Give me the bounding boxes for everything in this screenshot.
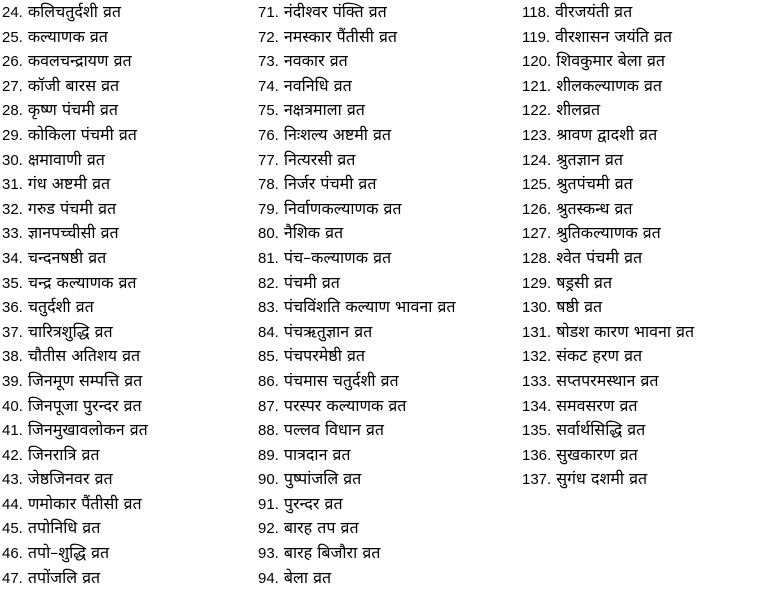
item-number: 86.	[258, 372, 279, 390]
item-name: परस्पर कल्याणक व्रत	[283, 395, 407, 415]
list-item	[2, 271, 257, 296]
item-name: शीलव्रत	[556, 100, 601, 120]
item-name: श्वेत पंचमी व्रत	[556, 247, 643, 267]
item-name: पंचमास चतुर्दशी व्रत	[283, 370, 399, 390]
list-item	[522, 344, 770, 369]
item-name: क्षमावाणी व्रत	[27, 149, 105, 169]
item-number: 119.	[522, 28, 551, 46]
list-item	[2, 320, 257, 345]
list-item	[258, 443, 524, 468]
item-number: 33.	[2, 225, 23, 243]
list-item	[522, 148, 770, 173]
item-number: 82.	[258, 274, 279, 292]
list-item	[522, 0, 770, 25]
list-item	[258, 418, 524, 443]
item-name: षड्रसी व्रत	[556, 272, 613, 292]
item-number: 31.	[2, 176, 23, 194]
column-1	[2, 0, 257, 590]
list-item	[2, 394, 257, 419]
list-item	[522, 320, 770, 345]
list-item	[2, 148, 257, 173]
list-item	[2, 197, 257, 222]
item-number: 24.	[2, 4, 23, 21]
item-name: कल्याणक व्रत	[27, 26, 108, 46]
item-number: 133.	[522, 372, 552, 390]
list-item	[2, 369, 257, 394]
list-item	[2, 443, 257, 468]
item-number: 29.	[2, 126, 23, 144]
list-item	[258, 516, 524, 541]
item-name: बेला व्रत	[283, 567, 332, 587]
list-item	[2, 123, 257, 148]
list-item	[258, 0, 524, 25]
item-number: 28.	[2, 102, 23, 120]
item-name: सप्तपरमस्थान व्रत	[556, 370, 659, 390]
item-number: 37.	[2, 323, 23, 341]
item-number: 72.	[258, 28, 279, 46]
list-item	[258, 25, 524, 50]
item-name: नित्यरसी व्रत	[283, 149, 356, 169]
item-number: 92.	[258, 520, 279, 538]
item-name: निःशल्य अष्टमी व्रत	[283, 124, 392, 144]
item-number: 122.	[522, 102, 552, 120]
item-name: पंच–कल्याणक व्रत	[283, 247, 392, 267]
item-number: 46.	[2, 545, 23, 563]
list-item	[258, 197, 524, 222]
list-item	[522, 25, 770, 50]
item-number: 123.	[522, 126, 552, 144]
item-number: 136.	[522, 446, 552, 464]
list-item	[2, 492, 257, 517]
item-name: चतुर्दशी व्रत	[27, 297, 94, 317]
list-item	[522, 369, 770, 394]
item-name: नैशिक व्रत	[283, 223, 344, 243]
item-number: 134.	[522, 397, 552, 415]
list-item	[2, 295, 257, 320]
list-item	[258, 394, 524, 419]
item-name: गंध अष्टमी व्रत	[27, 174, 111, 194]
item-name: निर्जर पंचमी व्रत	[283, 174, 377, 194]
list-item	[522, 74, 770, 99]
item-number: 45.	[2, 520, 23, 538]
item-number: 79.	[258, 200, 279, 218]
list-item	[522, 221, 770, 246]
item-name: शिवकुमार बेला व्रत	[556, 51, 665, 71]
list-item	[258, 98, 524, 123]
list-item	[522, 443, 770, 468]
item-name: कवलचन्द्रायण व्रत	[27, 51, 132, 71]
item-number: 120.	[522, 53, 552, 71]
item-number: 26.	[2, 53, 23, 71]
list-item	[258, 492, 524, 517]
item-number: 78.	[258, 176, 279, 194]
item-name: जेष्ठजिनवर व्रत	[27, 469, 113, 489]
item-number: 124.	[522, 151, 552, 169]
item-name: श्रुतिकल्याणक व्रत	[556, 223, 661, 243]
item-name: पंचमी व्रत	[283, 272, 340, 292]
item-name: तपोंजलि व्रत	[27, 567, 101, 587]
list-item	[522, 271, 770, 296]
item-number: 39.	[2, 372, 23, 390]
list-item	[2, 172, 257, 197]
item-name: नवनिधि व्रत	[283, 75, 352, 95]
item-number: 83.	[258, 299, 279, 317]
item-number: 93.	[258, 545, 279, 563]
item-name: कोकिला पंचमी व्रत	[27, 124, 137, 144]
item-name: ज्ञानपच्चीसी व्रत	[27, 223, 119, 243]
list-item	[522, 246, 770, 271]
list-item	[2, 0, 257, 25]
list-item	[258, 541, 524, 566]
item-number: 129.	[522, 274, 552, 292]
item-number: 80.	[258, 225, 279, 243]
item-name: षष्ठी व्रत	[556, 297, 603, 317]
column-2	[258, 0, 524, 590]
item-name: समवसरण व्रत	[556, 395, 638, 415]
item-name: शीलकल्याणक व्रत	[556, 75, 663, 95]
item-name: निर्वाणकल्याणक व्रत	[283, 198, 402, 218]
item-number: 126.	[522, 200, 552, 218]
item-name: कृष्ण पंचमी व्रत	[27, 100, 119, 120]
item-number: 40.	[2, 397, 23, 415]
item-name: पुष्पांजलि व्रत	[283, 469, 362, 489]
list-item	[258, 566, 524, 591]
item-number: 47.	[2, 569, 23, 587]
item-number: 91.	[258, 495, 279, 513]
item-number: 125.	[522, 176, 552, 194]
item-name: जिनपूजा पुरन्दर व्रत	[27, 395, 142, 415]
item-number: 89.	[258, 446, 279, 464]
list-item	[2, 246, 257, 271]
item-number: 42.	[2, 446, 23, 464]
item-name: संकट हरण व्रत	[556, 346, 643, 366]
list-item	[2, 344, 257, 369]
item-name: सर्वार्थसिद्धि व्रत	[556, 420, 646, 440]
item-number: 25.	[2, 28, 23, 46]
item-name: पात्रदान व्रत	[283, 444, 351, 464]
column-3	[522, 0, 770, 492]
item-name: श्रुतस्कन्ध व्रत	[556, 198, 633, 218]
item-number: 38.	[2, 348, 23, 366]
list-item	[522, 197, 770, 222]
item-number: 121.	[522, 77, 552, 95]
list-item	[2, 98, 257, 123]
item-number: 127.	[522, 225, 552, 243]
item-number: 43.	[2, 471, 23, 489]
item-name: कलिचतुर्दशी व्रत	[27, 2, 122, 21]
item-number: 32.	[2, 200, 23, 218]
list-item	[522, 123, 770, 148]
list-item	[522, 295, 770, 320]
list-item	[258, 221, 524, 246]
item-name: णमोकार पैंतीसी व्रत	[27, 493, 142, 513]
item-number: 131.	[522, 323, 552, 341]
list-item	[258, 369, 524, 394]
item-name: कॉजी बारस व्रत	[27, 75, 120, 95]
item-name: सुगंध दशमी व्रत	[556, 469, 648, 489]
list-item	[2, 418, 257, 443]
list-item	[522, 394, 770, 419]
list-item	[258, 172, 524, 197]
item-name: चारित्रशुद्धि व्रत	[27, 321, 113, 341]
item-name: वीरजयंती व्रत	[555, 2, 633, 21]
list-item	[2, 49, 257, 74]
item-number: 128.	[522, 249, 552, 267]
item-number: 76.	[258, 126, 279, 144]
item-number: 27.	[2, 77, 23, 95]
item-name: पुरन्दर व्रत	[283, 493, 343, 513]
item-name: चन्दनषष्ठी व्रत	[27, 247, 107, 267]
item-name: पंचपरमेष्ठी व्रत	[283, 346, 365, 366]
list-item	[522, 467, 770, 492]
item-name: नक्षत्रमाला व्रत	[283, 100, 365, 120]
list-item	[2, 74, 257, 99]
list-item	[258, 148, 524, 173]
item-number: 88.	[258, 422, 279, 440]
item-name: तपोनिधि व्रत	[27, 518, 101, 538]
list-item	[258, 271, 524, 296]
item-number: 90.	[258, 471, 279, 489]
item-number: 35.	[2, 274, 23, 292]
item-number: 87.	[258, 397, 279, 415]
list-item	[522, 49, 770, 74]
item-name: पंचविंशति कल्याण भावना व्रत	[283, 297, 456, 317]
item-name: षोडश कारण भावना व्रत	[556, 321, 695, 341]
list-item	[258, 49, 524, 74]
item-name: नवकार व्रत	[283, 51, 348, 71]
item-number: 132.	[522, 348, 552, 366]
list-item	[2, 516, 257, 541]
item-name: पल्लव विधान व्रत	[283, 420, 384, 440]
list-item	[522, 418, 770, 443]
item-number: 94.	[258, 569, 279, 587]
item-number: 137.	[522, 471, 552, 489]
item-number: 41.	[2, 422, 23, 440]
list-item	[258, 320, 524, 345]
item-name: पंचऋतुज्ञान व्रत	[283, 321, 373, 341]
item-name: नमस्कार पैंतीसी व्रत	[283, 26, 398, 46]
item-number: 34.	[2, 249, 23, 267]
list-item	[258, 246, 524, 271]
item-number: 44.	[2, 495, 23, 513]
item-number: 36.	[2, 299, 23, 317]
list-item	[258, 467, 524, 492]
item-number: 130.	[522, 299, 552, 317]
item-name: जिनमूण सम्पत्ति व्रत	[27, 370, 143, 390]
list-item	[2, 541, 257, 566]
item-name: नंदीश्वर पंक्ति व्रत	[283, 2, 387, 21]
item-number: 74.	[258, 77, 279, 95]
item-name: जिनरात्रि व्रत	[27, 444, 100, 464]
item-number: 77.	[258, 151, 279, 169]
list-item	[2, 566, 257, 591]
list-item	[258, 123, 524, 148]
item-name: तपो–शुद्धि व्रत	[27, 543, 110, 563]
item-number: 71.	[258, 4, 279, 21]
list-item	[258, 344, 524, 369]
list-item	[258, 74, 524, 99]
list-item	[522, 172, 770, 197]
item-number: 135.	[522, 422, 552, 440]
item-name: वीरशासन जयंति व्रत	[555, 26, 673, 46]
item-number: 85.	[258, 348, 279, 366]
item-name: श्रुतज्ञान व्रत	[556, 149, 624, 169]
item-name: श्रुतपंचमी व्रत	[556, 174, 633, 194]
item-name: गरुड पंचमी व्रत	[27, 198, 117, 218]
list-item	[2, 467, 257, 492]
item-number: 30.	[2, 151, 23, 169]
item-name: बारह बिजौरा व्रत	[283, 543, 381, 563]
item-number: 84.	[258, 323, 279, 341]
list-item	[258, 295, 524, 320]
item-name: बारह तप व्रत	[283, 518, 359, 538]
item-name: चौतीस अतिशय व्रत	[27, 346, 141, 366]
item-number: 75.	[258, 102, 279, 120]
item-name: श्रावण द्वादशी व्रत	[556, 124, 658, 144]
list-item	[2, 25, 257, 50]
item-number: 118.	[522, 4, 551, 21]
list-item	[2, 221, 257, 246]
item-number: 81.	[258, 249, 279, 267]
item-number: 73.	[258, 53, 279, 71]
item-name: जिनमुखावलोकन व्रत	[27, 420, 148, 440]
list-item	[522, 98, 770, 123]
item-name: चन्द्र कल्याणक व्रत	[27, 272, 137, 292]
item-name: सुखकारण व्रत	[556, 444, 638, 464]
